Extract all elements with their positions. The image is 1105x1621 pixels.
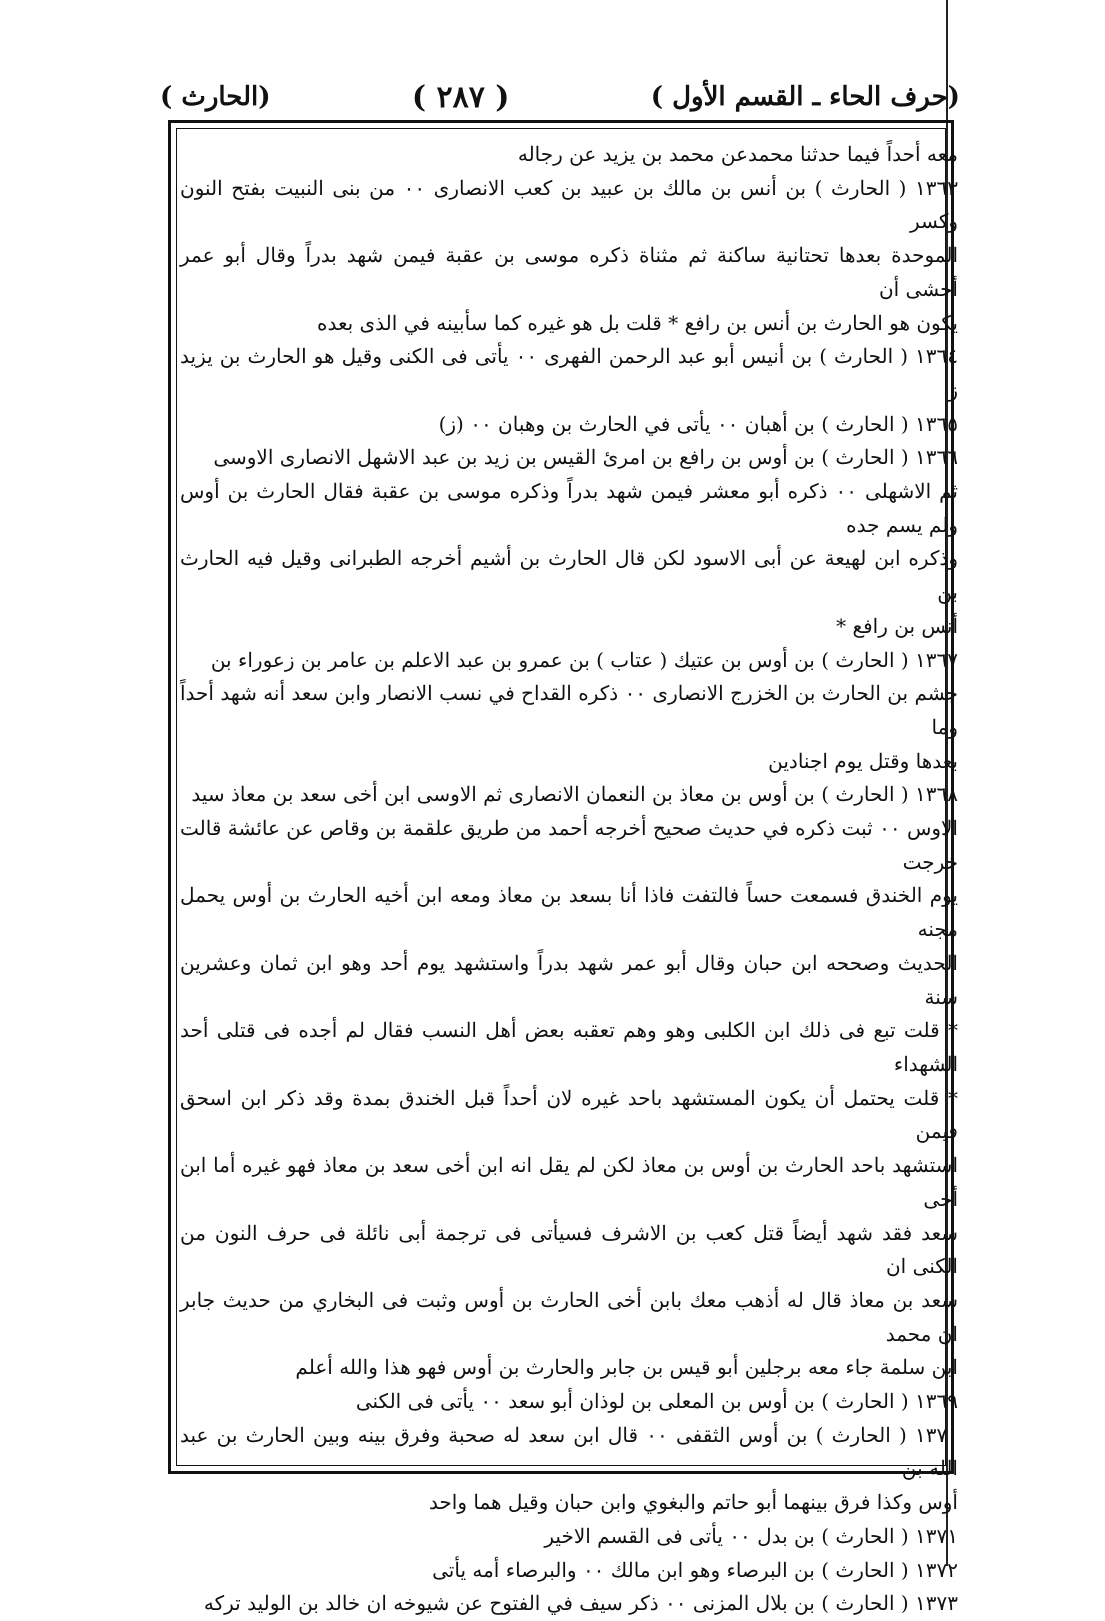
text-line: الموحدة بعدها تحتانية ساكنة ثم مثناة ذكره موسى بن عقبة فيمن شهد بدراً وقال أبو عمر أخشى أن xyxy=(180,243,958,301)
text-line: ١٣٦٧ ( الحارث ) بن أوس بن عتيك ( عتاب ) بن عمرو بن عبد الاعلم بن عامر بن زعوراء بن xyxy=(210,647,958,672)
text-line: أوس وكذا فرق بينهما أبو حاتم والبغوي وابن حبان وقيل هما واحد xyxy=(428,1490,958,1515)
text-line: ١٣٦٥ ( الحارث ) بن أهبان ٠٠ يأتى في الحارث بن وهبان ٠٠ (ز) xyxy=(438,411,958,436)
page-header xyxy=(160,72,960,122)
text-line: جشم بن الحارث بن الخزرج الانصارى ٠٠ ذكره القداح في نسب الانصار وابن سعد أنه شهد أحداً وما xyxy=(180,681,958,739)
text-line: يوم الخندق فسمعت حساً فالتفت فاذا أنا بسعد بن معاذ ومعه ابن أخيه الحارث بن أوس يحمل مجنه xyxy=(180,883,958,942)
entry-name-title: (الحارث ) xyxy=(160,82,271,112)
text-line: * قلت تبع فى ذلك ابن الكلبى وهو وهم تعقبه بعض أهل النسب فقال لم أجده فى قتلى أحد الشهداء xyxy=(180,1018,958,1076)
text-line: يكون هو الحارث بن أنس بن رافع * قلت بل هو غيره كما سأبينه في الذى بعده xyxy=(316,310,958,335)
text-line: ١٣٧٢ ( الحارث ) بن البرصاء وهو ابن مالك ٠٠ والبرصاء أمه يأتى xyxy=(432,1557,958,1582)
text-line: معه أحداً فيما حدثنا محمدعن محمد بن يزيد عن رجاله xyxy=(517,142,958,166)
text-line: ١٣٦٤ ( الحارث ) بن أنيس أبو عبد الرحمن الفهرى ٠٠ يأتى فى الكنى وقيل هو الحارث بن يزيد ز xyxy=(180,344,959,402)
text-line: ١٣٦٩ ( الحارث ) بن أوس بن المعلى بن لوذان أبو سعد ٠٠ يأتى فى الكنى xyxy=(355,1389,958,1414)
text-line: سعد فقد شهد أيضاً قتل كعب بن الاشرف فسيأتى فى ترجمة أبى نائلة فى حرف النون من الكنى ان xyxy=(180,1220,958,1279)
text-line: بعدها وقتل يوم اجنادين xyxy=(768,748,958,773)
text-line: الحديث وصححه ابن حبان وقال أبو عمر شهد بدراً واستشهد يوم أحد وهو ابن ثمان وعشرين سنة xyxy=(180,950,958,1009)
text-line: ١٣٦٨ ( الحارث ) بن أوس بن معاذ بن النعمان الانصارى ثم الاوسى ابن أخى سعد بن معاذ سيد xyxy=(191,782,958,807)
text-line: وذكره ابن لهيعة عن أبى الاسود لكن قال الحارث بن أشيم أخرجه الطبرانى وقيل فيه الحارث بن xyxy=(180,546,958,605)
text-line: ١٣٧١ ( الحارث ) بن بدل ٠٠ يأتى فى القسم الاخير xyxy=(544,1523,958,1548)
text-line: * قلت يحتمل أن يكون المستشهد باحد غيره لان أحداً قبل الخندق بمدة وقد ذكر ابن اسحق فيمن xyxy=(180,1085,958,1144)
text-line: ١٣٦٦ ( الحارث ) بن أوس بن رافع بن امرئ القيس بن زيد بن عبد الاشهل الانصارى الاوسى xyxy=(213,445,958,470)
text-line: ١٣٧٣ ( الحارث ) بن بلال المزنى ٠٠ ذكر سيف في الفتوح عن شيوخه ان خالد بن الوليد تركه xyxy=(203,1591,958,1616)
text-line: ١٣٦٣ ( الحارث ) بن أنس بن مالك بن عبيد بن كعب الانصارى ٠٠ من بنى النبيت بفتح النون وكسر xyxy=(180,175,958,234)
section-title: (حرف الحاء ـ القسم الأول ) xyxy=(650,82,960,112)
text-line: ثم الاشهلى ٠٠ ذكره أبو معشر فيمن شهد بدراً وذكره موسى بن عقبة فقال الحارث بن أوس ولم يسم جده xyxy=(180,479,958,537)
page-number: ( ٢٨٧ ) xyxy=(411,79,510,115)
text-line: استشهد باحد الحارث بن أوس بن معاذ لكن لم يقل انه ابن أخى سعد بن معاذ فهو غيره أما ابن أخى xyxy=(180,1153,958,1211)
text-line: سعد بن معاذ قال له أذهب معك بابن أخى الحارث بن أوس وثبت فى البخاري من حديث جابر ان محمد xyxy=(180,1287,958,1346)
text-line: أنس بن رافع * xyxy=(836,613,958,638)
text-line: ١٣٧٠ ( الحارث ) بن أوس الثقفى ٠٠ قال ابن سعد له صحبة وفرق بينه وبين الحارث بن عبد الله بن xyxy=(180,1422,958,1481)
text-line: ابن سلمة جاء معه برجلين أبو قيس بن جابر والحارث بن أوس فهو هذا والله أعلم xyxy=(295,1355,958,1380)
text-line: الاوس ٠٠ ثبت ذكره في حديث صحيح أخرجه أحمد من طريق علقمة بن وقاص عن عائشة قالت خرجت xyxy=(180,816,958,874)
body-text xyxy=(180,138,959,1616)
